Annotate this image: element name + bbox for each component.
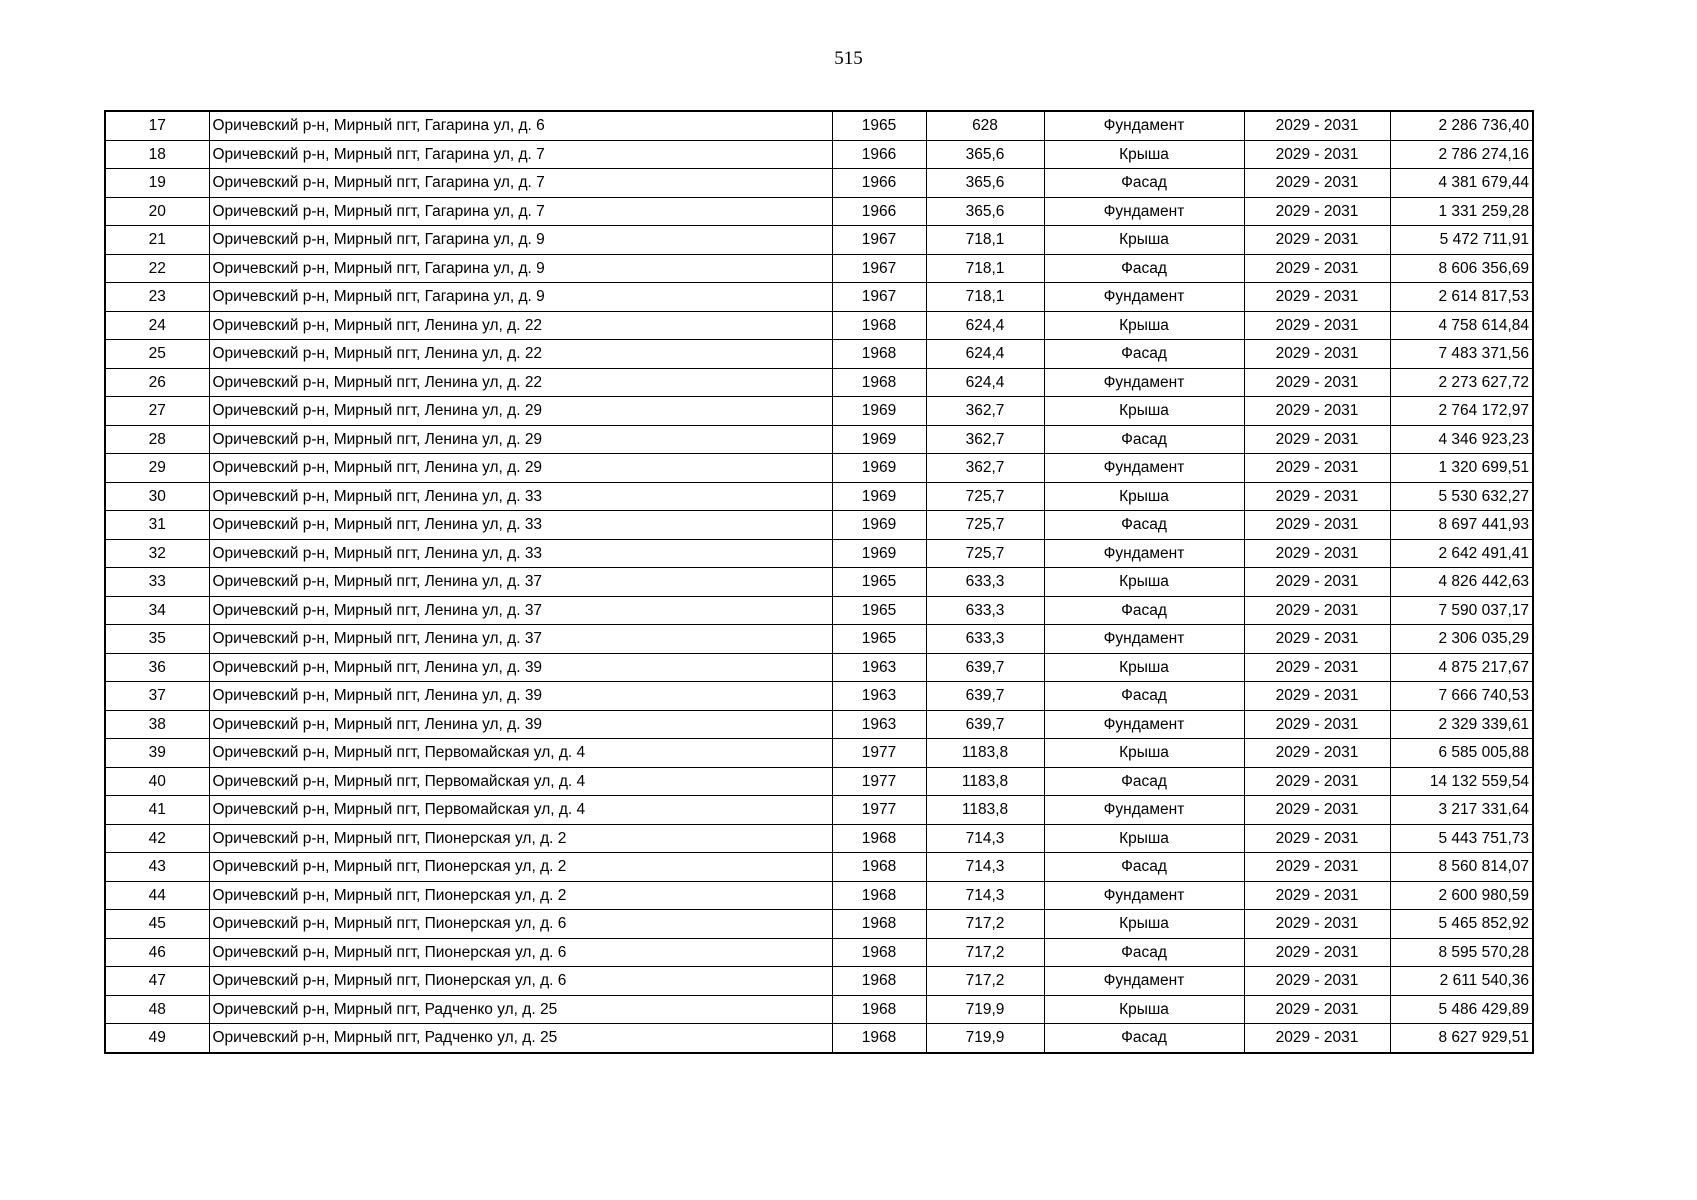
year-built-cell: 1969 [832,397,926,426]
planned-period-cell: 2029 - 2031 [1244,226,1390,255]
table-row [105,796,1533,825]
work-type-cell: Фундамент [1044,368,1244,397]
row-number-cell: 39 [105,739,209,768]
work-type-cell: Крыша [1044,568,1244,597]
cost-cell: 7 590 037,17 [1390,596,1533,625]
cost-cell: 14 132 559,54 [1390,767,1533,796]
row-number-cell: 26 [105,368,209,397]
table-row [105,625,1533,654]
row-number-cell: 49 [105,1024,209,1053]
cost-cell: 4 758 614,84 [1390,311,1533,340]
planned-period-cell: 2029 - 2031 [1244,511,1390,540]
work-type-cell: Крыша [1044,482,1244,511]
area-cell: 365,6 [926,197,1044,226]
work-type-cell: Фасад [1044,938,1244,967]
address-cell: Оричевский р-н, Мирный пгт, Ленина ул, д. 37 [209,596,832,625]
area-cell: 1183,8 [926,796,1044,825]
area-cell: 718,1 [926,226,1044,255]
cost-cell: 2 642 491,41 [1390,539,1533,568]
row-number-cell: 35 [105,625,209,654]
year-built-cell: 1969 [832,454,926,483]
area-cell: 1183,8 [926,767,1044,796]
planned-period-cell: 2029 - 2031 [1244,967,1390,996]
planned-period-cell: 2029 - 2031 [1244,796,1390,825]
table-row [105,824,1533,853]
row-number-cell: 43 [105,853,209,882]
area-cell: 633,3 [926,625,1044,654]
address-cell: Оричевский р-н, Мирный пгт, Гагарина ул, д. 9 [209,254,832,283]
table-row [105,111,1533,140]
table-row [105,881,1533,910]
area-cell: 362,7 [926,425,1044,454]
cost-cell: 8 697 441,93 [1390,511,1533,540]
year-built-cell: 1968 [832,311,926,340]
address-cell: Оричевский р-н, Мирный пгт, Ленина ул, д. 33 [209,511,832,540]
cost-cell: 2 329 339,61 [1390,710,1533,739]
table-row [105,1024,1533,1053]
row-number-cell: 29 [105,454,209,483]
work-type-cell: Фасад [1044,853,1244,882]
address-cell: Оричевский р-н, Мирный пгт, Первомайская ул, д. 4 [209,796,832,825]
work-type-cell: Фасад [1044,1024,1244,1053]
work-type-cell: Фундамент [1044,881,1244,910]
table-row [105,938,1533,967]
cost-cell: 2 286 736,40 [1390,111,1533,140]
work-type-cell: Фундамент [1044,710,1244,739]
address-cell: Оричевский р-н, Мирный пгт, Ленина ул, д. 37 [209,568,832,597]
address-cell: Оричевский р-н, Мирный пгт, Ленина ул, д. 37 [209,625,832,654]
year-built-cell: 1965 [832,111,926,140]
address-cell: Оричевский р-н, Мирный пгт, Первомайская ул, д. 4 [209,739,832,768]
planned-period-cell: 2029 - 2031 [1244,283,1390,312]
year-built-cell: 1977 [832,796,926,825]
area-cell: 633,3 [926,568,1044,597]
cost-cell: 3 217 331,64 [1390,796,1533,825]
cost-cell: 5 486 429,89 [1390,995,1533,1024]
cost-cell: 5 465 852,92 [1390,910,1533,939]
planned-period-cell: 2029 - 2031 [1244,368,1390,397]
year-built-cell: 1968 [832,995,926,1024]
planned-period-cell: 2029 - 2031 [1244,111,1390,140]
planned-period-cell: 2029 - 2031 [1244,938,1390,967]
area-cell: 719,9 [926,995,1044,1024]
work-type-cell: Крыша [1044,910,1244,939]
address-cell: Оричевский р-н, Мирный пгт, Ленина ул, д. 33 [209,482,832,511]
year-built-cell: 1977 [832,767,926,796]
row-number-cell: 30 [105,482,209,511]
area-cell: 362,7 [926,454,1044,483]
area-cell: 714,3 [926,881,1044,910]
planned-period-cell: 2029 - 2031 [1244,739,1390,768]
planned-period-cell: 2029 - 2031 [1244,881,1390,910]
address-cell: Оричевский р-н, Мирный пгт, Пионерская ул, д. 2 [209,853,832,882]
row-number-cell: 34 [105,596,209,625]
planned-period-cell: 2029 - 2031 [1244,254,1390,283]
year-built-cell: 1968 [832,368,926,397]
address-cell: Оричевский р-н, Мирный пгт, Ленина ул, д. 39 [209,682,832,711]
work-type-cell: Фундамент [1044,796,1244,825]
planned-period-cell: 2029 - 2031 [1244,425,1390,454]
year-built-cell: 1965 [832,568,926,597]
work-type-cell: Фасад [1044,169,1244,198]
year-built-cell: 1968 [832,824,926,853]
table-row [105,482,1533,511]
planned-period-cell: 2029 - 2031 [1244,767,1390,796]
planned-period-cell: 2029 - 2031 [1244,910,1390,939]
cost-cell: 2 600 980,59 [1390,881,1533,910]
year-built-cell: 1966 [832,140,926,169]
area-cell: 714,3 [926,824,1044,853]
work-type-cell: Фасад [1044,682,1244,711]
work-type-cell: Фасад [1044,425,1244,454]
row-number-cell: 47 [105,967,209,996]
year-built-cell: 1967 [832,283,926,312]
address-cell: Оричевский р-н, Мирный пгт, Пионерская ул, д. 6 [209,910,832,939]
work-type-cell: Крыша [1044,653,1244,682]
address-cell: Оричевский р-н, Мирный пгт, Ленина ул, д. 22 [209,340,832,369]
area-cell: 628 [926,111,1044,140]
cost-cell: 4 875 217,67 [1390,653,1533,682]
row-number-cell: 40 [105,767,209,796]
planned-period-cell: 2029 - 2031 [1244,454,1390,483]
area-cell: 714,3 [926,853,1044,882]
row-number-cell: 48 [105,995,209,1024]
year-built-cell: 1965 [832,596,926,625]
area-cell: 725,7 [926,482,1044,511]
row-number-cell: 45 [105,910,209,939]
address-cell: Оричевский р-н, Мирный пгт, Ленина ул, д. 39 [209,710,832,739]
table-row [105,739,1533,768]
table-row [105,853,1533,882]
work-type-cell: Крыша [1044,140,1244,169]
area-cell: 1183,8 [926,739,1044,768]
year-built-cell: 1966 [832,197,926,226]
cost-cell: 2 614 817,53 [1390,283,1533,312]
address-cell: Оричевский р-н, Мирный пгт, Гагарина ул, д. 9 [209,283,832,312]
cost-cell: 8 595 570,28 [1390,938,1533,967]
planned-period-cell: 2029 - 2031 [1244,653,1390,682]
table-row [105,539,1533,568]
work-type-cell: Фундамент [1044,283,1244,312]
planned-period-cell: 2029 - 2031 [1244,568,1390,597]
area-cell: 362,7 [926,397,1044,426]
cost-cell: 5 530 632,27 [1390,482,1533,511]
row-number-cell: 32 [105,539,209,568]
work-type-cell: Фасад [1044,596,1244,625]
area-cell: 624,4 [926,340,1044,369]
year-built-cell: 1966 [832,169,926,198]
table-row [105,311,1533,340]
planned-period-cell: 2029 - 2031 [1244,397,1390,426]
planned-period-cell: 2029 - 2031 [1244,853,1390,882]
table-row [105,226,1533,255]
cost-cell: 4 346 923,23 [1390,425,1533,454]
area-cell: 725,7 [926,539,1044,568]
table-row [105,967,1533,996]
cost-cell: 7 666 740,53 [1390,682,1533,711]
cost-cell: 5 472 711,91 [1390,226,1533,255]
table-row [105,910,1533,939]
row-number-cell: 20 [105,197,209,226]
cost-cell: 2 611 540,36 [1390,967,1533,996]
row-number-cell: 36 [105,653,209,682]
work-type-cell: Крыша [1044,739,1244,768]
work-type-cell: Фасад [1044,254,1244,283]
year-built-cell: 1967 [832,226,926,255]
year-built-cell: 1968 [832,967,926,996]
planned-period-cell: 2029 - 2031 [1244,596,1390,625]
table-body [105,111,1533,1053]
planned-period-cell: 2029 - 2031 [1244,482,1390,511]
area-cell: 717,2 [926,938,1044,967]
table-row [105,682,1533,711]
area-cell: 718,1 [926,254,1044,283]
work-type-cell: Крыша [1044,824,1244,853]
year-built-cell: 1969 [832,425,926,454]
address-cell: Оричевский р-н, Мирный пгт, Пионерская ул, д. 2 [209,881,832,910]
row-number-cell: 24 [105,311,209,340]
cost-cell: 8 606 356,69 [1390,254,1533,283]
work-type-cell: Фасад [1044,767,1244,796]
row-number-cell: 46 [105,938,209,967]
area-cell: 717,2 [926,910,1044,939]
year-built-cell: 1968 [832,853,926,882]
work-type-cell: Фундамент [1044,539,1244,568]
planned-period-cell: 2029 - 2031 [1244,340,1390,369]
address-cell: Оричевский р-н, Мирный пгт, Ленина ул, д. 39 [209,653,832,682]
work-type-cell: Крыша [1044,995,1244,1024]
row-number-cell: 17 [105,111,209,140]
planned-period-cell: 2029 - 2031 [1244,1024,1390,1053]
address-cell: Оричевский р-н, Мирный пгт, Ленина ул, д. 29 [209,425,832,454]
area-cell: 365,6 [926,169,1044,198]
area-cell: 633,3 [926,596,1044,625]
area-cell: 639,7 [926,653,1044,682]
table-row [105,596,1533,625]
planned-period-cell: 2029 - 2031 [1244,169,1390,198]
area-cell: 718,1 [926,283,1044,312]
address-cell: Оричевский р-н, Мирный пгт, Пионерская ул, д. 6 [209,967,832,996]
row-number-cell: 37 [105,682,209,711]
address-cell: Оричевский р-н, Мирный пгт, Первомайская ул, д. 4 [209,767,832,796]
table-row [105,283,1533,312]
table-row [105,995,1533,1024]
year-built-cell: 1967 [832,254,926,283]
table-row [105,710,1533,739]
work-type-cell: Фундамент [1044,454,1244,483]
year-built-cell: 1969 [832,482,926,511]
work-type-cell: Крыша [1044,311,1244,340]
row-number-cell: 38 [105,710,209,739]
row-number-cell: 25 [105,340,209,369]
row-number-cell: 44 [105,881,209,910]
address-cell: Оричевский р-н, Мирный пгт, Радченко ул, д. 25 [209,1024,832,1053]
area-cell: 639,7 [926,710,1044,739]
address-cell: Оричевский р-н, Мирный пгт, Гагарина ул, д. 7 [209,140,832,169]
row-number-cell: 41 [105,796,209,825]
cost-cell: 2 273 627,72 [1390,368,1533,397]
year-built-cell: 1968 [832,938,926,967]
row-number-cell: 19 [105,169,209,198]
year-built-cell: 1968 [832,910,926,939]
cost-cell: 2 764 172,97 [1390,397,1533,426]
year-built-cell: 1965 [832,625,926,654]
table-row [105,140,1533,169]
cost-cell: 7 483 371,56 [1390,340,1533,369]
year-built-cell: 1963 [832,682,926,711]
page-number: 515 [834,48,863,69]
cost-cell: 8 560 814,07 [1390,853,1533,882]
table-row [105,653,1533,682]
row-number-cell: 27 [105,397,209,426]
work-type-cell: Фундамент [1044,625,1244,654]
cost-cell: 4 826 442,63 [1390,568,1533,597]
planned-period-cell: 2029 - 2031 [1244,625,1390,654]
work-type-cell: Фундамент [1044,197,1244,226]
row-number-cell: 33 [105,568,209,597]
planned-period-cell: 2029 - 2031 [1244,710,1390,739]
planned-period-cell: 2029 - 2031 [1244,140,1390,169]
address-cell: Оричевский р-н, Мирный пгт, Гагарина ул, д. 6 [209,111,832,140]
cost-cell: 5 443 751,73 [1390,824,1533,853]
year-built-cell: 1963 [832,710,926,739]
planned-period-cell: 2029 - 2031 [1244,824,1390,853]
table-row [105,425,1533,454]
row-number-cell: 28 [105,425,209,454]
row-number-cell: 22 [105,254,209,283]
cost-cell: 8 627 929,51 [1390,1024,1533,1053]
row-number-cell: 42 [105,824,209,853]
address-cell: Оричевский р-н, Мирный пгт, Гагарина ул, д. 7 [209,169,832,198]
row-number-cell: 23 [105,283,209,312]
area-cell: 719,9 [926,1024,1044,1053]
year-built-cell: 1969 [832,539,926,568]
year-built-cell: 1968 [832,881,926,910]
repair-schedule-table [104,110,1534,1054]
area-cell: 365,6 [926,140,1044,169]
address-cell: Оричевский р-н, Мирный пгт, Ленина ул, д. 22 [209,311,832,340]
work-type-cell: Фасад [1044,340,1244,369]
work-type-cell: Крыша [1044,226,1244,255]
cost-cell: 2 306 035,29 [1390,625,1533,654]
address-cell: Оричевский р-н, Мирный пгт, Ленина ул, д. 22 [209,368,832,397]
planned-period-cell: 2029 - 2031 [1244,311,1390,340]
year-built-cell: 1977 [832,739,926,768]
table-row [105,397,1533,426]
work-type-cell: Фундамент [1044,111,1244,140]
area-cell: 624,4 [926,368,1044,397]
work-type-cell: Фундамент [1044,967,1244,996]
cost-cell: 6 585 005,88 [1390,739,1533,768]
area-cell: 725,7 [926,511,1044,540]
table-row [105,454,1533,483]
row-number-cell: 18 [105,140,209,169]
area-cell: 624,4 [926,311,1044,340]
year-built-cell: 1963 [832,653,926,682]
table-row [105,568,1533,597]
area-cell: 639,7 [926,682,1044,711]
year-built-cell: 1969 [832,511,926,540]
address-cell: Оричевский р-н, Мирный пгт, Ленина ул, д. 29 [209,397,832,426]
table-row [105,767,1533,796]
table-row [105,254,1533,283]
year-built-cell: 1968 [832,340,926,369]
planned-period-cell: 2029 - 2031 [1244,197,1390,226]
address-cell: Оричевский р-н, Мирный пгт, Гагарина ул, д. 9 [209,226,832,255]
address-cell: Оричевский р-н, Мирный пгт, Радченко ул, д. 25 [209,995,832,1024]
cost-cell: 1 331 259,28 [1390,197,1533,226]
address-cell: Оричевский р-н, Мирный пгт, Пионерская ул, д. 2 [209,824,832,853]
table-row [105,197,1533,226]
address-cell: Оричевский р-н, Мирный пгт, Пионерская ул, д. 6 [209,938,832,967]
row-number-cell: 21 [105,226,209,255]
work-type-cell: Крыша [1044,397,1244,426]
table-row [105,340,1533,369]
cost-cell: 4 381 679,44 [1390,169,1533,198]
row-number-cell: 31 [105,511,209,540]
cost-cell: 1 320 699,51 [1390,454,1533,483]
table-row [105,511,1533,540]
area-cell: 717,2 [926,967,1044,996]
planned-period-cell: 2029 - 2031 [1244,995,1390,1024]
cost-cell: 2 786 274,16 [1390,140,1533,169]
address-cell: Оричевский р-н, Мирный пгт, Ленина ул, д. 33 [209,539,832,568]
year-built-cell: 1968 [832,1024,926,1053]
address-cell: Оричевский р-н, Мирный пгт, Гагарина ул, д. 7 [209,197,832,226]
work-type-cell: Фасад [1044,511,1244,540]
planned-period-cell: 2029 - 2031 [1244,539,1390,568]
table-row [105,169,1533,198]
address-cell: Оричевский р-н, Мирный пгт, Ленина ул, д. 29 [209,454,832,483]
planned-period-cell: 2029 - 2031 [1244,682,1390,711]
table-row [105,368,1533,397]
